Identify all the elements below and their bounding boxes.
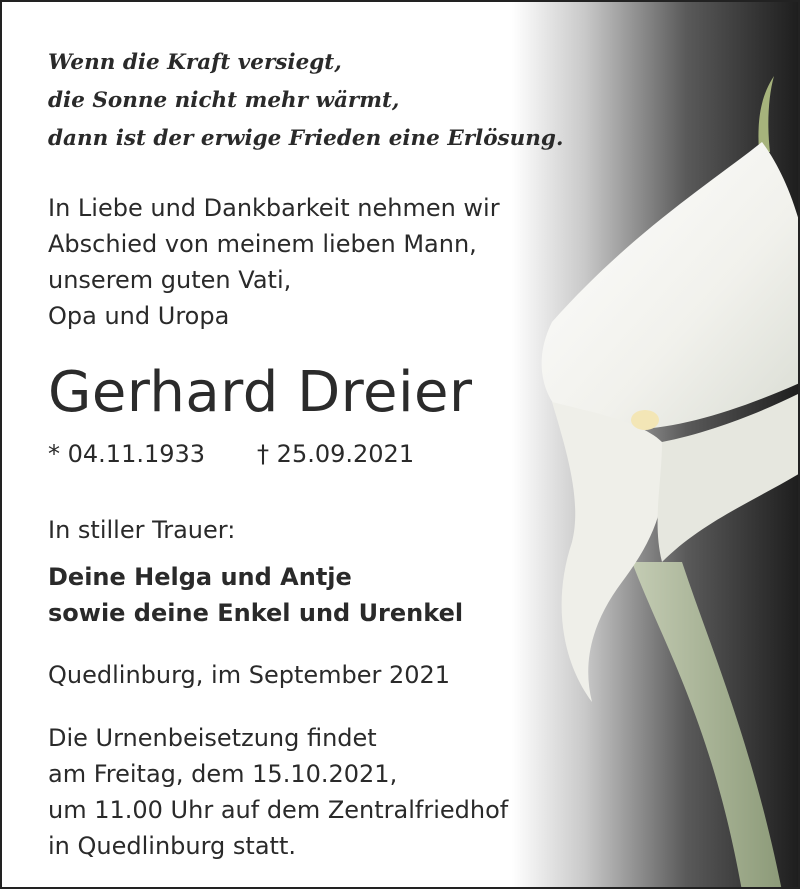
family-names [48, 559, 463, 631]
burial-line-3: um 11.00 Uhr auf dem Zentralfriedhof [48, 796, 509, 824]
birth-date: * 04.11.1933 [48, 440, 206, 468]
life-dates [48, 436, 414, 472]
family-line-2: sowie deine Enkel und Urenkel [48, 599, 464, 627]
family-line-1: Deine Helga und Antje [48, 563, 352, 591]
death-date: † 25.09.2021 [257, 440, 415, 468]
mourning-heading [48, 512, 235, 548]
burial-line-4: in Quedlinburg statt. [48, 832, 296, 860]
place-date: Quedlinburg, im September 2021 [48, 661, 451, 689]
intro-line-2: Abschied von meinem lieben Mann, [48, 230, 477, 258]
intro-line-4: Opa und Uropa [48, 302, 230, 330]
verse-line-2: die Sonne nicht mehr wärmt, [48, 88, 400, 113]
deceased-name: Gerhard Dreier [48, 360, 473, 425]
burial-line-1: Die Urnenbeisetzung findet [48, 724, 377, 752]
burial-info [48, 720, 508, 864]
verse-line-1: Wenn die Kraft versiegt, [48, 50, 342, 75]
mourning-heading-text: In stiller Trauer: [48, 516, 236, 544]
intro-text [48, 190, 500, 334]
verse-line-3: dann ist der erwige Frieden eine Erlösung. [48, 126, 564, 151]
burial-line-2: am Freitag, dem 15.10.2021, [48, 760, 398, 788]
intro-line-3: unserem guten Vati, [48, 266, 292, 294]
intro-line-1: In Liebe und Dankbarkeit nehmen wir [48, 194, 500, 222]
verse [48, 44, 563, 158]
